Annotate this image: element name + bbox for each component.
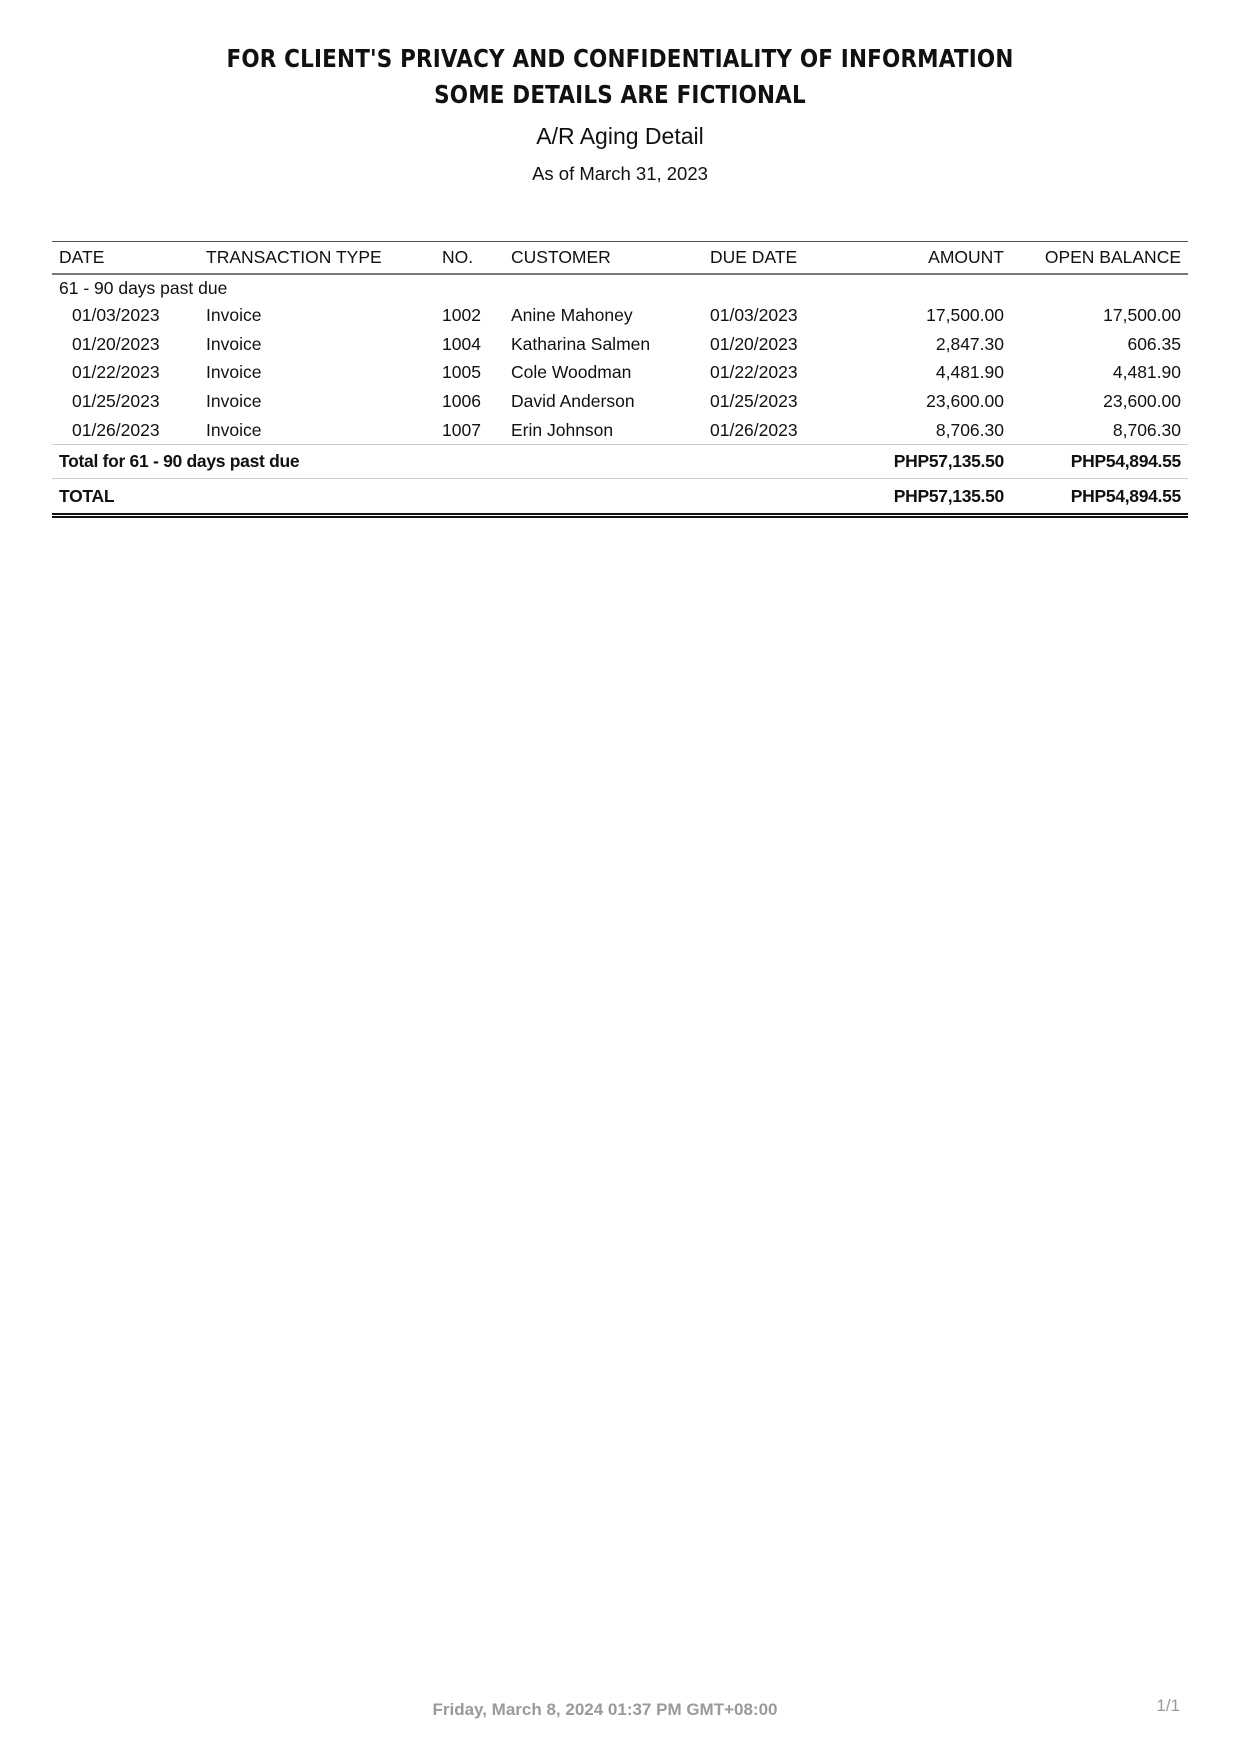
cell-customer: Erin Johnson xyxy=(511,419,614,440)
cell-transaction-type: Invoice xyxy=(206,362,262,383)
aging-detail-report xyxy=(52,241,1188,518)
cell-date: 01/22/2023 xyxy=(72,362,160,383)
cell-open-balance: 4,481.90 xyxy=(1112,362,1181,383)
report-title: A/R Aging Detail xyxy=(536,123,704,149)
cell-date: 01/25/2023 xyxy=(72,390,160,411)
cell-open-balance: 23,600.00 xyxy=(1103,390,1181,411)
cell-no: 1007 xyxy=(442,419,481,440)
cell-amount: 2,847.30 xyxy=(935,333,1004,354)
table-row xyxy=(52,330,1188,359)
cell-due-date: 01/03/2023 xyxy=(710,304,798,325)
cell-amount: 23,600.00 xyxy=(926,390,1004,411)
cell-open-balance: 17,500.00 xyxy=(1103,304,1181,325)
group-label: 61 - 90 days past due xyxy=(59,277,228,298)
cell-customer: Katharina Salmen xyxy=(511,333,651,354)
subtotal-open-balance: PHP54,894.55 xyxy=(1011,445,1188,479)
subtotal-amount: PHP57,135.50 xyxy=(845,445,1011,479)
column-header-customer: CUSTOMER xyxy=(504,242,703,275)
total-amount: PHP57,135.50 xyxy=(845,479,1011,516)
page-number: 1/1 xyxy=(1156,1696,1180,1715)
column-header-date: DATE xyxy=(52,242,199,275)
cell-amount: 17,500.00 xyxy=(926,304,1004,325)
privacy-banner-line-2: SOME DETAILS ARE FICTIONAL xyxy=(434,80,806,109)
cell-due-date: 01/26/2023 xyxy=(710,419,798,440)
cell-no: 1004 xyxy=(442,333,481,354)
table-header-row xyxy=(52,242,1188,275)
cell-customer: Cole Woodman xyxy=(511,362,632,383)
cell-transaction-type: Invoice xyxy=(206,304,262,325)
cell-no: 1005 xyxy=(442,362,481,383)
cell-open-balance: 606.35 xyxy=(1127,333,1181,354)
total-open-balance: PHP54,894.55 xyxy=(1011,479,1188,516)
cell-no: 1002 xyxy=(442,304,481,325)
cell-due-date: 01/25/2023 xyxy=(710,390,798,411)
cell-due-date: 01/20/2023 xyxy=(710,333,798,354)
cell-amount: 4,481.90 xyxy=(935,362,1004,383)
cell-transaction-type: Invoice xyxy=(206,333,262,354)
table-row xyxy=(52,416,1188,445)
cell-transaction-type: Invoice xyxy=(206,390,262,411)
privacy-banner-line-1: FOR CLIENT'S PRIVACY AND CONFIDENTIALITY OF INFORMATION xyxy=(226,44,1014,73)
footer-timestamp: Friday, March 8, 2024 01:37 PM GMT+08:00 xyxy=(432,1700,778,1719)
cell-due-date: 01/22/2023 xyxy=(710,362,798,383)
aging-table xyxy=(52,241,1188,518)
total-label: TOTAL xyxy=(52,479,845,516)
cell-customer: David Anderson xyxy=(511,390,635,411)
table-row xyxy=(52,358,1188,387)
subtotal-label: Total for 61 - 90 days past due xyxy=(52,445,845,479)
group-subtotal-row xyxy=(52,445,1188,479)
cell-date: 01/03/2023 xyxy=(72,304,160,325)
column-header-no: NO. xyxy=(435,242,504,275)
column-header-open-balance: OPEN BALANCE xyxy=(1011,242,1188,275)
group-header-row xyxy=(52,274,1188,301)
table-row xyxy=(52,387,1188,416)
report-date: As of March 31, 2023 xyxy=(532,163,708,184)
cell-customer: Anine Mahoney xyxy=(511,304,633,325)
cell-date: 01/26/2023 xyxy=(72,419,160,440)
cell-open-balance: 8,706.30 xyxy=(1112,419,1181,440)
column-header-due-date: DUE DATE xyxy=(703,242,845,275)
cell-date: 01/20/2023 xyxy=(72,333,160,354)
table-row xyxy=(52,301,1188,330)
cell-no: 1006 xyxy=(442,390,481,411)
column-header-amount: AMOUNT xyxy=(845,242,1011,275)
column-header-transaction-type: TRANSACTION TYPE xyxy=(199,242,435,275)
cell-amount: 8,706.30 xyxy=(935,419,1004,440)
grand-total-row xyxy=(52,479,1188,516)
cell-transaction-type: Invoice xyxy=(206,419,262,440)
